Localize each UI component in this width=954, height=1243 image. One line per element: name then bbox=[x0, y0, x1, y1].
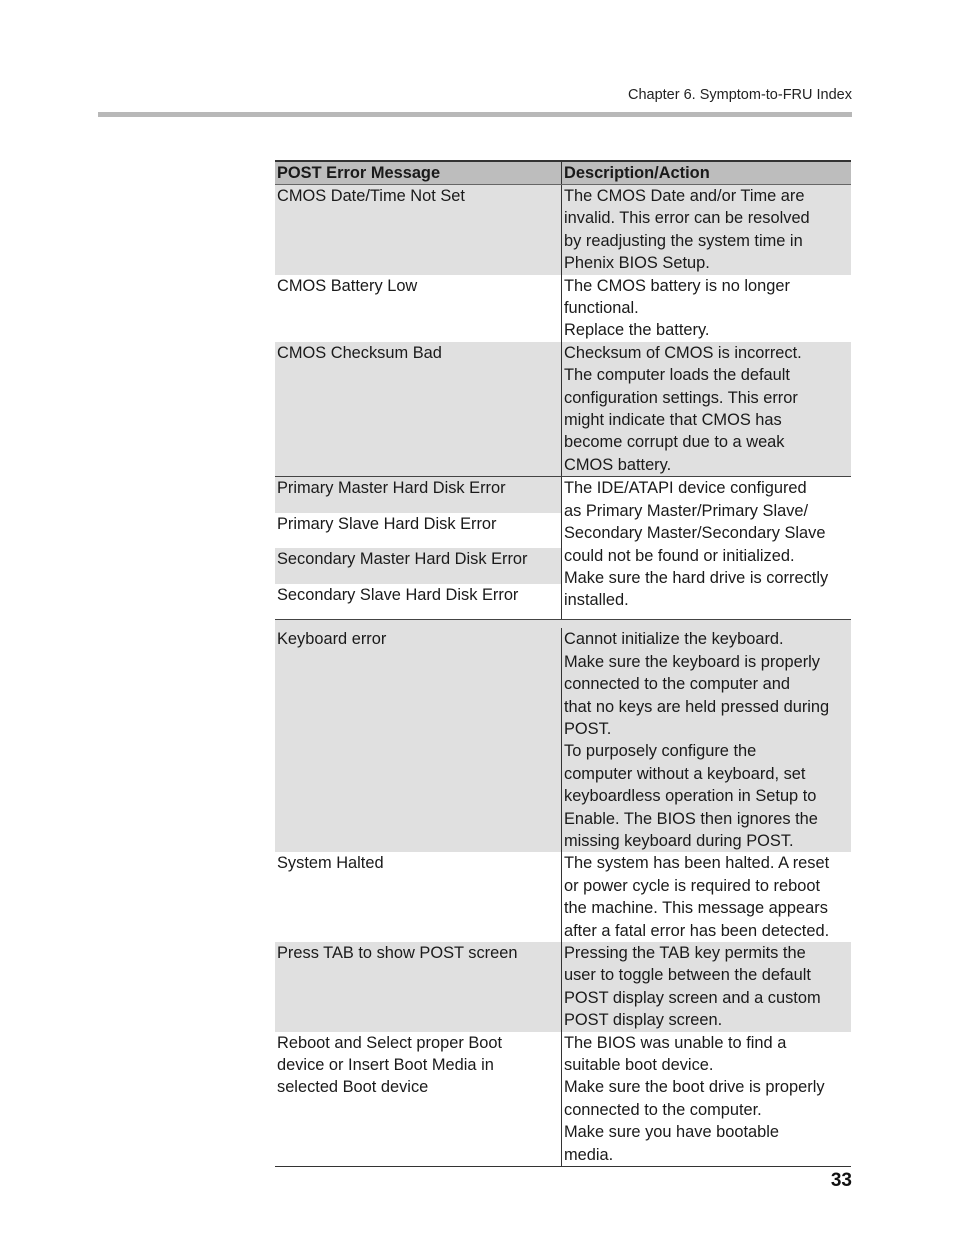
description-line: Checksum of CMOS is incorrect. bbox=[564, 343, 802, 362]
error-message-line: CMOS Checksum Bad bbox=[277, 343, 442, 362]
column-header-description: Description/Action bbox=[564, 164, 710, 182]
description-line: The BIOS was unable to find a bbox=[564, 1033, 787, 1052]
column-header-message: POST Error Message bbox=[275, 162, 562, 184]
description-line: Secondary Master/Secondary Slave bbox=[564, 524, 826, 543]
page-number: 33 bbox=[830, 1170, 852, 1191]
description-line: Enable. The BIOS then ignores the bbox=[564, 809, 818, 828]
description-line: Pressing the TAB key permits the bbox=[564, 943, 806, 962]
post-error-table bbox=[275, 160, 851, 1167]
description-cell bbox=[562, 942, 851, 1032]
table-row bbox=[275, 942, 851, 1032]
description-line: The CMOS Date and/or Time are bbox=[564, 187, 805, 205]
description-cell bbox=[562, 477, 851, 619]
error-message-line: CMOS Date/Time Not Set bbox=[277, 187, 465, 205]
description-line: missing keyboard during POST. bbox=[564, 831, 794, 850]
description-line: become corrupt due to a weak bbox=[564, 433, 785, 452]
error-message-cell bbox=[275, 628, 562, 852]
description-line: Make sure the keyboard is properly bbox=[564, 652, 820, 671]
description-line: by readjusting the system time in bbox=[564, 231, 803, 250]
error-message-line: selected Boot device bbox=[277, 1078, 429, 1097]
description-line: connected to the computer and bbox=[564, 675, 790, 694]
table-row bbox=[275, 275, 851, 342]
description-line: Make sure the hard drive is correctly bbox=[564, 568, 829, 587]
description-line: user to toggle between the default bbox=[564, 966, 811, 985]
description-line: Make sure the boot drive is properly bbox=[564, 1078, 825, 1097]
description-line: the machine. This message appears bbox=[564, 899, 828, 918]
hard-disk-error-group bbox=[275, 476, 851, 620]
description-line: keyboardless operation in Setup to bbox=[564, 787, 817, 806]
description-cell bbox=[562, 628, 851, 852]
description-line: Cannot initialize the keyboard. bbox=[564, 630, 784, 649]
table-row bbox=[275, 1032, 851, 1167]
description-line: POST display screen. bbox=[564, 1011, 723, 1030]
error-message-cell bbox=[275, 942, 562, 1032]
error-message-cell bbox=[275, 185, 562, 275]
error-message-cell bbox=[275, 1032, 562, 1166]
description-line: that no keys are held pressed during bbox=[564, 697, 830, 716]
error-message-line: CMOS Battery Low bbox=[277, 276, 418, 295]
description-cell bbox=[562, 1032, 851, 1166]
error-message-line: device or Insert Boot Media in bbox=[277, 1056, 494, 1074]
description-cell bbox=[562, 185, 851, 275]
error-message-cell bbox=[275, 852, 562, 942]
description-cell bbox=[562, 275, 851, 342]
error-message-line: System Halted bbox=[277, 854, 384, 873]
table-row bbox=[275, 620, 851, 852]
description-line: Replace the battery. bbox=[564, 321, 710, 340]
header-rule bbox=[98, 112, 852, 117]
error-message-line: Reboot and Select proper Boot bbox=[277, 1033, 503, 1052]
error-message-cell bbox=[275, 342, 562, 476]
description-line: as Primary Master/Primary Slave/ bbox=[564, 501, 809, 520]
description-line: connected to the computer. bbox=[564, 1100, 762, 1119]
description-line: after a fatal error has been detected. bbox=[564, 921, 830, 940]
description-line: suitable boot device. bbox=[564, 1056, 714, 1074]
description-line: functional. bbox=[564, 299, 639, 318]
table-row bbox=[275, 342, 851, 476]
error-message-line: Secondary Master Hard Disk Error bbox=[275, 548, 561, 584]
description-cell bbox=[562, 342, 851, 476]
error-message-line: Press TAB to show POST screen bbox=[277, 943, 518, 962]
table-header bbox=[275, 162, 851, 185]
description-line: Make sure you have bootable bbox=[564, 1123, 780, 1142]
description-line: The IDE/ATAPI device configured bbox=[564, 479, 807, 498]
table-row bbox=[275, 852, 851, 942]
description-line: POST. bbox=[564, 719, 612, 738]
description-line: The computer loads the default bbox=[564, 366, 790, 385]
table-row bbox=[275, 185, 851, 275]
description-line: To purposely configure the bbox=[564, 742, 757, 761]
description-line: or power cycle is required to reboot bbox=[564, 876, 820, 895]
description-line: installed. bbox=[564, 591, 629, 610]
description-line: media. bbox=[564, 1145, 614, 1164]
description-line: could not be found or initialized. bbox=[564, 546, 795, 565]
error-message-line: Primary Master Hard Disk Error bbox=[275, 477, 561, 513]
error-message-line: Primary Slave Hard Disk Error bbox=[277, 514, 497, 533]
error-message-cell bbox=[275, 477, 562, 619]
error-message-line: Secondary Slave Hard Disk Error bbox=[277, 585, 519, 604]
description-line: configuration settings. This error bbox=[564, 388, 798, 407]
description-cell bbox=[562, 852, 851, 942]
description-line: invalid. This error can be resolved bbox=[564, 209, 810, 228]
error-message-cell bbox=[275, 275, 562, 342]
description-line: The CMOS battery is no longer bbox=[564, 276, 790, 295]
chapter-title: Chapter 6. Symptom-to-FRU Index bbox=[627, 87, 852, 103]
description-line: The system has been halted. A reset bbox=[564, 854, 830, 873]
description-line: POST display screen and a custom bbox=[564, 988, 821, 1007]
error-message-line: Keyboard error bbox=[277, 630, 387, 649]
description-line: computer without a keyboard, set bbox=[564, 764, 806, 783]
description-line: might indicate that CMOS has bbox=[564, 411, 782, 430]
description-line: CMOS battery. bbox=[564, 455, 672, 474]
description-line: Phenix BIOS Setup. bbox=[564, 254, 710, 273]
